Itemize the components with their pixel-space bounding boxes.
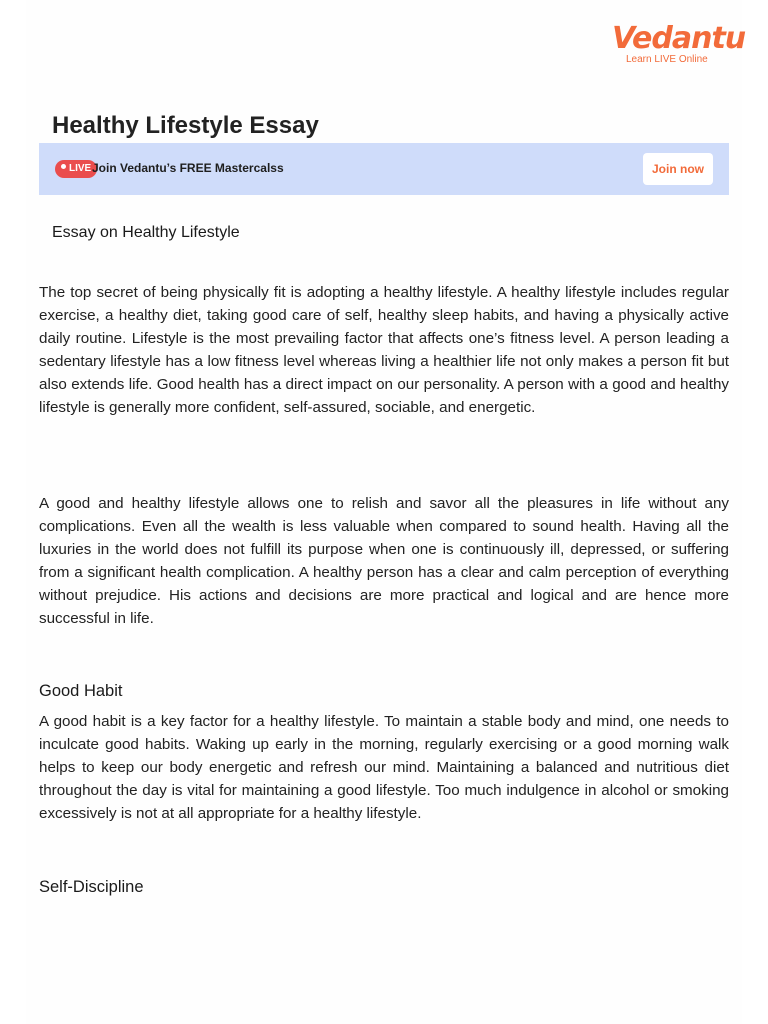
page-title: Healthy Lifestyle Essay (52, 112, 319, 139)
live-dot-icon (61, 164, 66, 169)
live-badge (55, 160, 97, 178)
section-heading-self-discipline: Self-Discipline (39, 878, 144, 896)
join-now-button[interactable]: Join now (643, 153, 713, 185)
live-badge-label: LIVE (69, 163, 92, 174)
section-heading-good-habit: Good Habit (39, 682, 123, 700)
logo-wordmark: Vedantu (612, 21, 746, 56)
masterclass-banner (39, 143, 729, 195)
essay-subheading: Essay on Healthy Lifestyle (52, 224, 240, 241)
banner-text: Join Vedantu’s FREE Mastercalss (92, 161, 284, 175)
paragraph-good-habit: A good habit is a key factor for a healthy lifestyle. To maintain a stable body and mind, one needs to inculcate good habits. Waking up early in the morning, regularly exercising or a good morning walk helps to keep our body energetic and refresh our mind. Maintaining a balanced and nutritious diet throughout the day is vital for maintaining a good lifestyle. Too much indulgence in alcohol or smoking excessively is not at all appropriate for a healthy lifestyle. (39, 713, 729, 823)
paragraph-benefits: A good and healthy lifestyle allows one to relish and savor all the pleasures in life without any complications. Even all the wealth is less valuable when compared to sound health. Having all the luxuries in the world does not fulfill its purpose when one is continuously ill, depressed, or suffering from a significant health complication. A healthy person has a clear and calm perception of everything without prejudice. His actions and decisions are more practical and logical and are hence more successful in life. (39, 495, 729, 628)
paragraph-intro: The top secret of being physically fit is adopting a healthy lifestyle. A healthy lifestyle includes regular exercise, a healthy diet, taking good care of self, healthy sleep habits, and having a physically active daily routine. Lifestyle is the most prevailing factor that affects one’s fitness level. A person leading a sedentary lifestyle has a low fitness level whereas living a healthier life not only makes a person fit but also extends life. Good health has a direct impact on our personality. A person with a good and healthy lifestyle is generally more confident, self-assured, sociable, and energetic. (39, 284, 729, 417)
logo-tagline: Learn LIVE Online (626, 54, 708, 65)
vedantu-logo[interactable] (612, 21, 746, 65)
